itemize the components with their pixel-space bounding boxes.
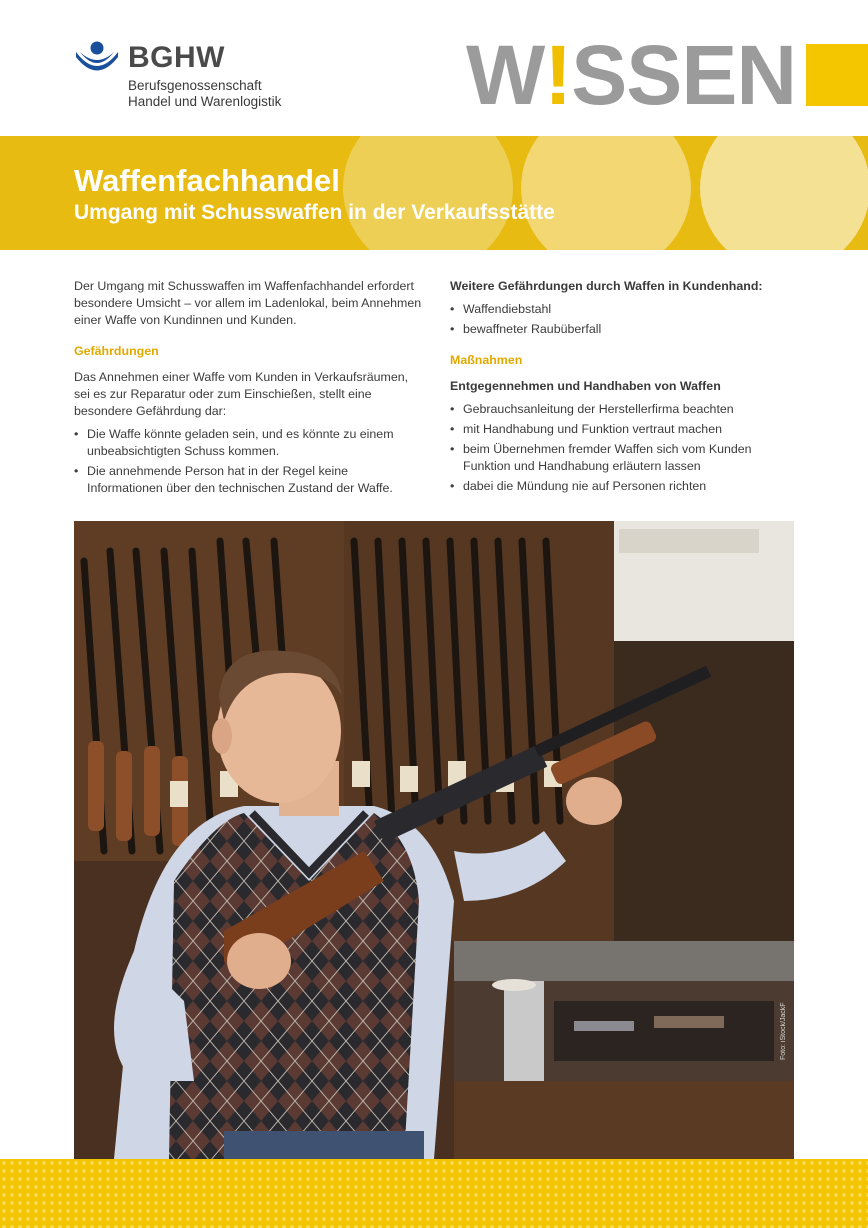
- footer-dot-pattern: [0, 1159, 868, 1228]
- list-item: • dabei die Mündung nie auf Personen richten: [450, 478, 802, 495]
- shop-photo: [74, 521, 794, 1159]
- wissen-w: W: [466, 28, 545, 122]
- further-hazards-heading: Weitere Gefährdungen durch Waffen in Kundenhand:: [450, 279, 763, 293]
- banner-circle-3: [700, 136, 868, 250]
- logo-subtitle-line1: Berufsgenossenschaft: [128, 78, 262, 93]
- logo-subtitle-line2: Handel und Warenlogistik: [128, 94, 282, 109]
- banner-circle-1: [343, 136, 513, 250]
- logo-subtitle: [128, 78, 281, 110]
- title-banner: [0, 136, 868, 250]
- list-item: • mit Handhabung und Funktion vertraut machen: [450, 421, 802, 438]
- hazards-list: [74, 426, 426, 497]
- list-item: • beim Übernehmen fremder Waffen sich vom Kunden Funktion und Handhabung erläutern lassen: [450, 441, 802, 475]
- shop-photo-illustration: [74, 521, 794, 1159]
- wissen-ssen: SSEN: [571, 28, 797, 122]
- further-hazards-list: [450, 301, 802, 338]
- right-column: [450, 278, 802, 498]
- wissen-exclamation: !: [544, 28, 572, 122]
- hazards-heading: Gefährdungen: [74, 344, 159, 358]
- measures-list: [450, 401, 802, 495]
- list-item: • Die annehmende Person hat in der Regel keine Informationen über den technischen Zustand der Waffe.: [74, 463, 426, 497]
- list-item: • Waffendiebstahl: [450, 301, 802, 318]
- logo-name: BGHW: [128, 41, 225, 74]
- photo-credit: Foto: iStock/JackF: [780, 1002, 787, 1060]
- intro-paragraph: Der Umgang mit Schusswaffen im Waffenfachhandel erfordert besondere Umsicht – vor allem im Ladenlokal, beim Annehmen einer Waffe von Kundinnen und Kunden.: [74, 279, 422, 327]
- measures-subheading: Entgegennehmen und Handhaben von Waffen: [450, 379, 721, 393]
- bghw-logo-icon: [74, 40, 120, 76]
- list-item: • Die Waffe könnte geladen sein, und es könnte zu einem unbeabsichtigten Schuss kommen.: [74, 426, 426, 460]
- page-subtitle: Umgang mit Schusswaffen in der Verkaufsstätte: [74, 201, 555, 224]
- measures-heading: Maßnahmen: [450, 353, 523, 367]
- page-title: Waffenfachhandel: [74, 163, 340, 198]
- wissen-wordmark: [466, 28, 797, 122]
- list-item: • Gebrauchsanleitung der Herstellerfirma beachten: [450, 401, 802, 418]
- hazards-paragraph: Das Annehmen einer Waffe vom Kunden in Verkaufsräumen, sei es zur Reparatur oder zum Einschießen, stellt eine besondere Gefährdung dar:: [74, 370, 409, 418]
- wissen-yellow-box: [806, 44, 868, 106]
- banner-circle-2: [521, 136, 691, 250]
- list-item: • bewaffneter Raubüberfall: [450, 321, 802, 338]
- bghw-logo: [74, 40, 314, 115]
- left-column: [74, 278, 426, 500]
